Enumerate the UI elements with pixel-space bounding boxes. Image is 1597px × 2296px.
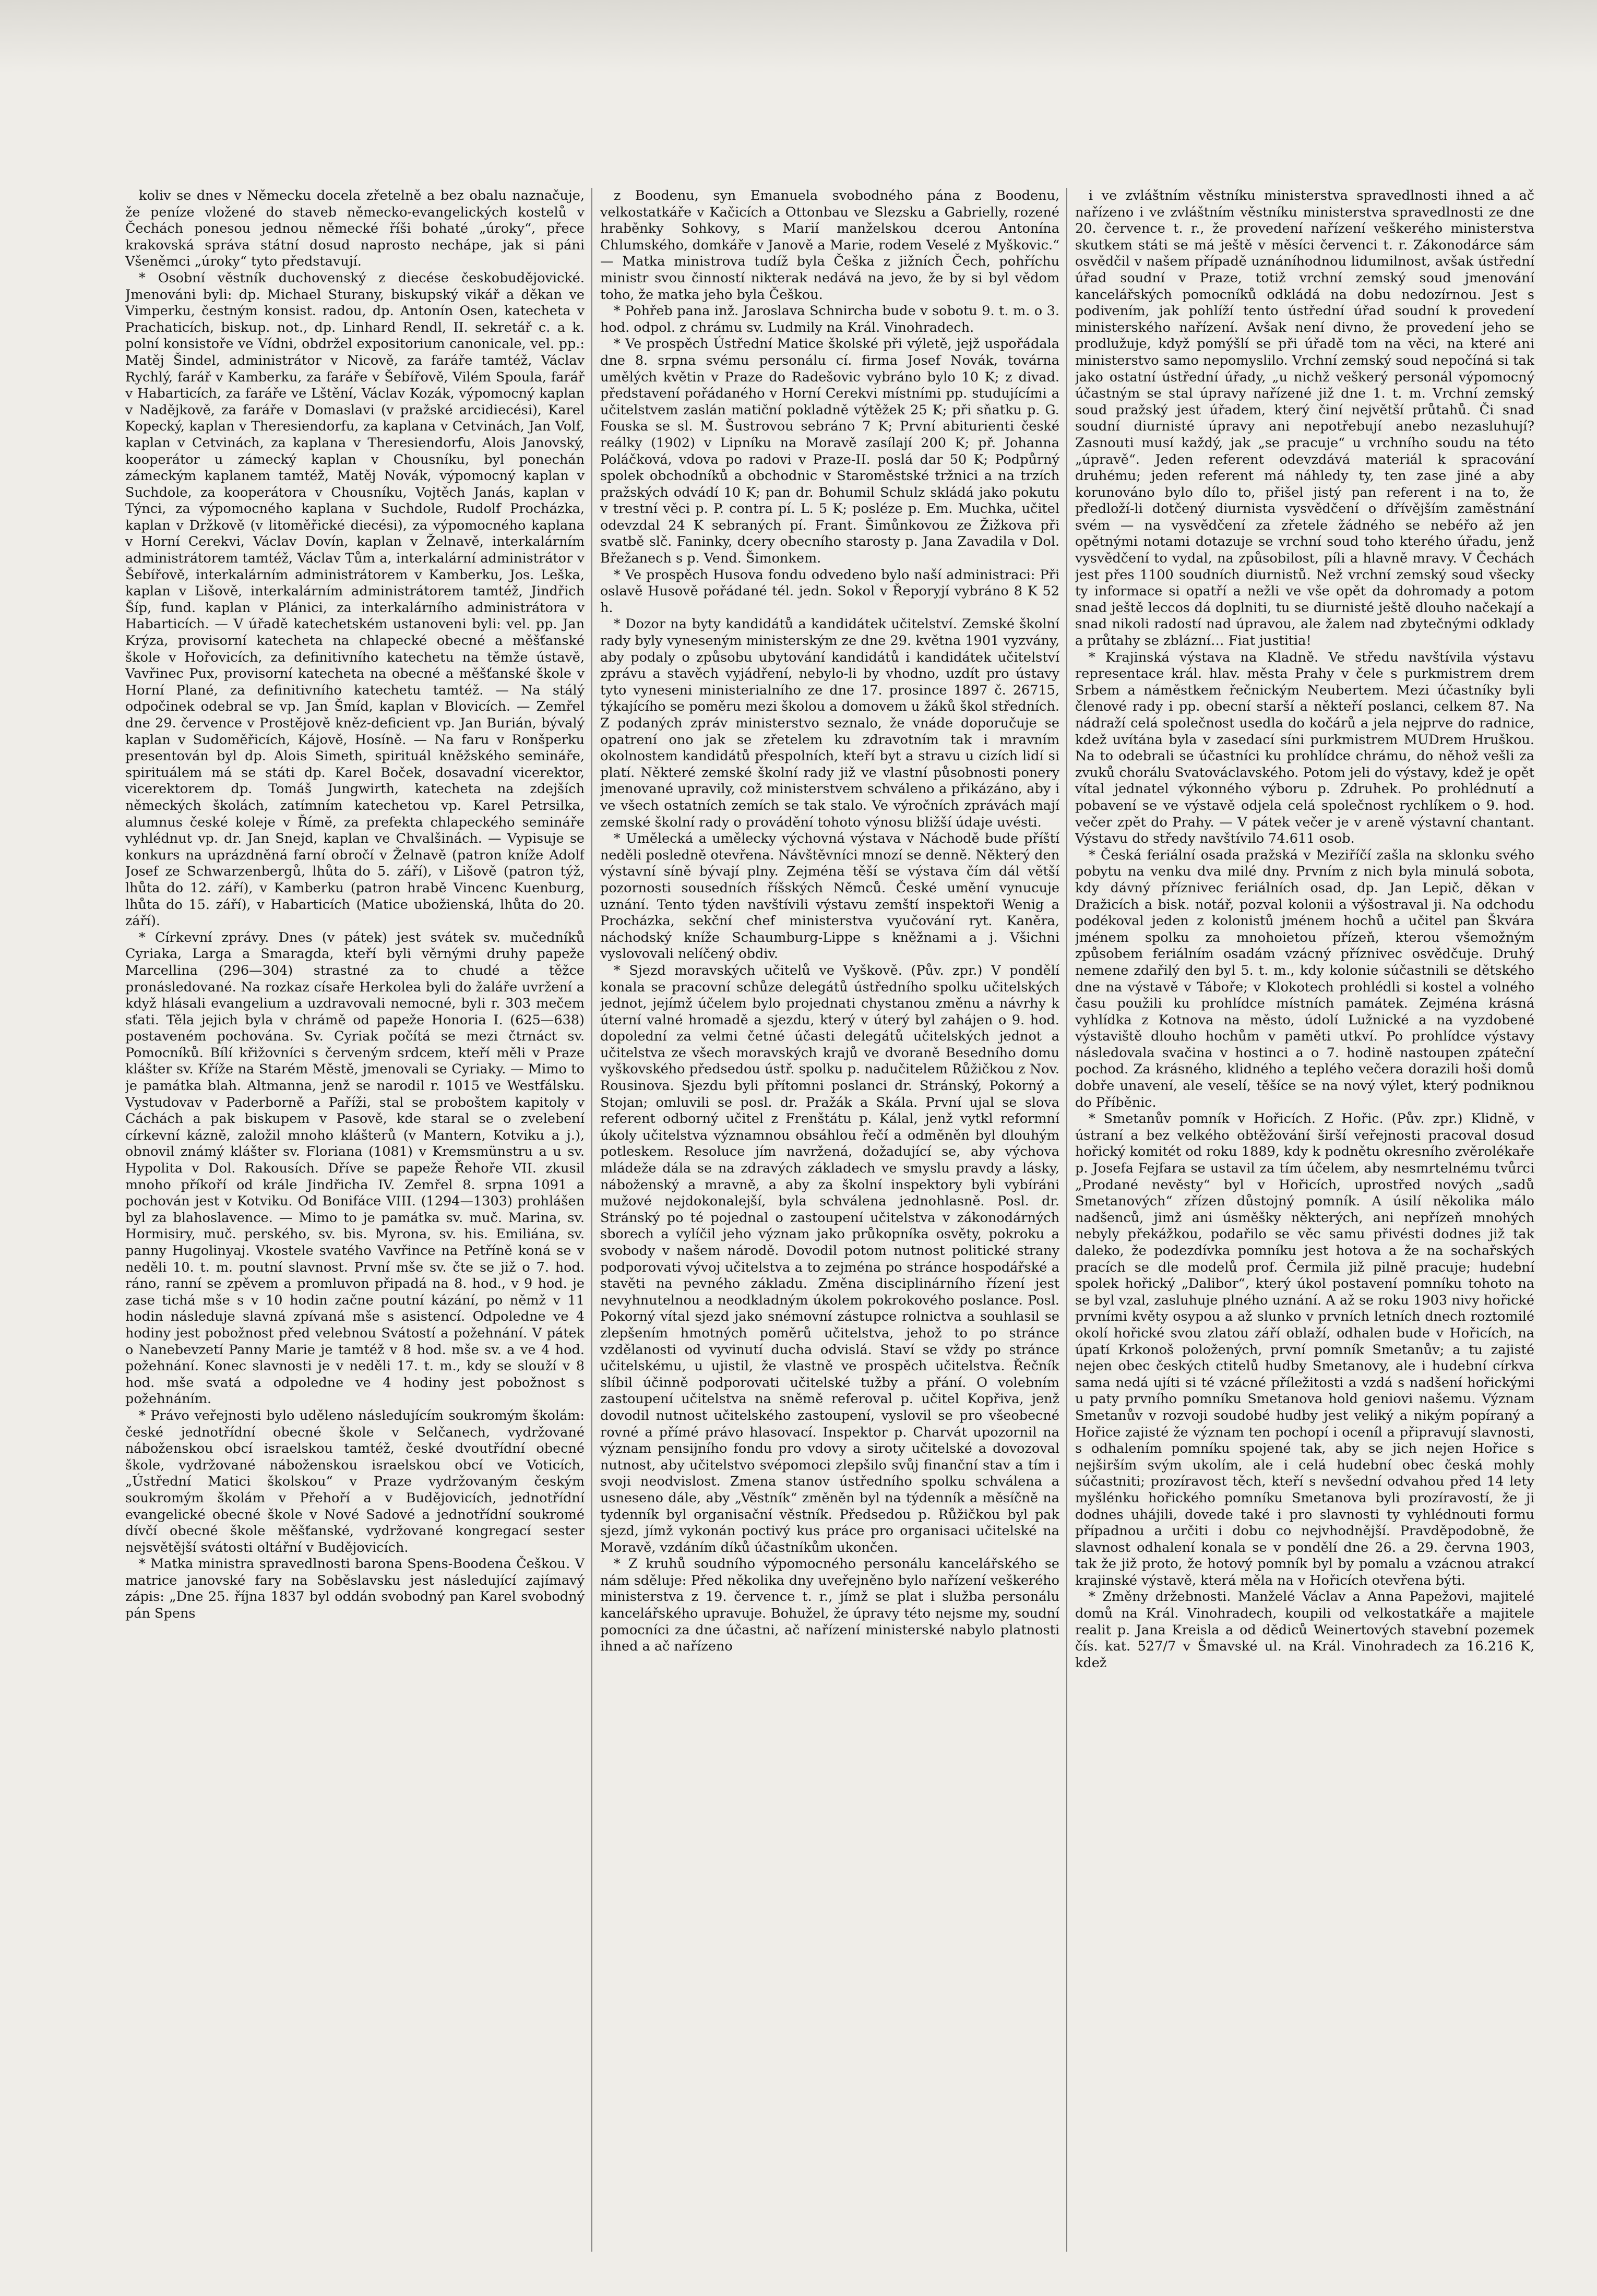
paragraph: * Z kruhů soudního výpomocného personálu kancelářského se nám sděluje: Před několika dny uveřejněno bylo nařízení veškerého ministerstva z 19. července t. r., jímž se plat i služba personálu kancelářského upravuje. Bohužel, že úpravy této nejsme my, soudní pomocníci za dne účastni, ač nařízení ministerské nabylo platnosti ihned a ač nařízeno: [600, 1556, 1059, 1655]
paragraph: * Matka ministra spravedlnosti barona Spens-Boodena Češkou. V matrice janovské fary na Soběslavsku jest následující zajímavý zápis: „Dne 25. října 1837 byl oddán svobodný pan Karel svobodný pán Spens: [125, 1556, 585, 1622]
paragraph: * Sjezd moravských učitelů ve Vyškově. (Pův. zpr.) V pondělí konala se pracovní schůze delegátů ústředního spolku učitelských jednot, jejímž účelem bylo projednati chystanou změnu a návrhy k úterní valné hromadě a sjezdu, který v úterý byl zahájen o 9. hod. dopolední za velmi četné účasti delegátů učitelských jednot a učitelstva ze všech moravských krajů ve dvoraně Besedního domu vyškovského předsedou ústř. spolku p. nadučitelem Růžičkou z Nov. Rousinova. Sjezdu byli přítomni poslanci dr. Stránský, Pokorný a Stojan; omluvili se posl. dr. Pražák a Skála. První ujal se slova referent odborný učitel z Frenštátu p. Kálal, jenž vytkl reformní úkoly učitelstva významnou obsáhlou řečí a odměněn byl dlouhým potleskem. Resoluce jím navržená, dožadující se, aby výchova mládeže dála se na zdravých základech ve smyslu pravdy a lásky, náboženský a mravně, a aby za školní inspektory byli vybíráni mužové nejdokonalejší, byla schválena jednohlasně. Posl. dr. Stránský po té pojednal o zastoupení učitelstva v zákonodárných sborech a vylíčil jeho význam jako průkopníka osvěty, pokroku a svobody v našem národě. Dovodil potom nutnost politické strany podporovati vývoj učitelstva a to zejména po stránce hospodářské a stavěti na pevného základu. Změna disciplinárního řízení jest nevyhnutelnou a neodkladným úkolem pokrokového poslance. Posl. Pokorný vítal sjezd jako snémovní zástupce rolnictva a souhlasil se zlepšením hmotných poměrů učitelstva, jehož to po stránce vzdělanosti od vyvinutí ducha odvislá. Staví se vždy po stránce učitelskému, u ujistil, že vlastně ve prospěch učitelstva. Řečník slíbil účinně podporovati učitelské tužby a přání. O volebním zastoupení učitelstva na sněmě referoval p. učitel Kopřiva, jenž dovodil nutnost učitelského zastoupení, vyslovil se pro všeobecné rovné a přímé právo hlasovací. Inspektor p. Charvát upozornil na význam pensijního fondu pro vdovy a siroty učitelské a dovozoval nutnost, aby učitelstvo svépomoci zlepšilo svůj finanční stav a tím i svoji neodvislost. Zmena stanov ústředního spolku schválena a usneseno dále, aby „Věstník“ změněn byl na týdenník a měsíčně na tydenník byl organisační věstník. Předsedou p. Růžičkou byl pak sjezd, jímž vykonán poctivý kus práce pro organisaci učitelské na Moravě, vzdáním díků účastníkům ukončen.: [600, 962, 1059, 1556]
paragraph: * Pohřeb pana inž. Jaroslava Schnircha bude v sobotu 9. t. m. o 3. hod. odpol. z chrámu sv. Ludmily na Král. Vinohradech.: [600, 303, 1059, 336]
paragraph: * Dozor na byty kandidátů a kandidátek učitelství. Zemské školní rady byly vyneseným ministerským ze dne 29. května 1901 vyzvány, aby podaly o způsobu ubytování kandidátů i kandidátek učitelství zprávu a stavěch vyjádření, nebylo-li by vhodno, uzdít pro ústavy tyto vyneseni ministerialního ze dne 17. prosince 1897 č. 26715, týkajícího se poměru mezi školou a domovem u žáků škol středních. Z podaných zpráv ministerstvo seznalo, že vnáde doporučuje se opatrení ono jak se zřetelem ku zdravotním tak i mravním okolnostem kandidátů přespolních, kteří byt a stravu u cizích lidí si platí. Některé zemské školní rady již ve vlastní působnosti ponery jmenované upravily, což ministerstvem schváleno a přikázáno, aby i ve všech ostatních zemích se tak stalo. Ve výročních zprávách mají zemské školní rady o provádění tohoto výnosu bližší údaje uvésti.: [600, 616, 1059, 830]
paragraph: * Církevní zprávy. Dnes (v pátek) jest svátek sv. mučedníků Cyriaka, Larga a Smaragda, kteří byli věrnými druhy papeže Marcellina (296—304) strastné za to chudé a těžce pronásledované. Na rozkaz císaře Herkolea byli do žaláře uvržení a když hlásali evangelium a uzdravovali nemocné, byli r. 303 mečem sťati. Těla jejich byla v chrámě od papeže Honoria I. (625—638) postaveném pochována. Sv. Cyriak počítá se mezi čtrnáct sv. Pomocníků. Bílí křižovníci s červeným srdcem, kteří měli v Praze klášter sv. Kříže na Starém Městě, jmenovali se Cyriaky. — Mimo to je památka blah. Altmanna, jenž se narodil r. 1015 ve Westfálsku. Vystudovav v Paderborně a Paříži, stal se proboštem kapitoly v Cáchách a pak biskupem v Pasově, kde staral se o zvelebení církevní kázně, založil mnoho klášterů (v Mantern, Kotviku a j.), obnovil známý klášter sv. Floriana (1081) v Kremsmünstru a u sv. Hypolita v Dol. Rakousích. Dříve se papeže Řehoře VII. zkusil mnoho příkoří od krále Jindřicha IV. Zemřel 8. srpna 1091 a pochován jest v Kotviku. Od Bonifáce VIII. (1294—1303) prohlášen byl za blahoslavence. — Mimo to je památka sv. muč. Marina, sv. Hormisiry, muč. perského, sv. bis. Myrona, sv. his. Emiliána, sv. panny Hugolinyaj. Vkostele svatého Vavřince na Petříně koná se v neděli 10. t. m. poutní slavnost. První mše sv. čte se již o 7. hod. ráno, ranní se zpěvem a promluvon připadá na 8. hod., v 9 hod. je zase tichá mše s v 10 hodin začne poutní kázání, po němž v 11 hodin následuje slavná zpívaná mše s asistencí. Odpoledne ve 4 hodiny jest pobožnost před velebnou Svátostí a požehnání. V pátek o Nanebevzetí Panny Marie je tamtéž v 8 hod. mše sv. a ve 4 hod. požehnání. Konec slavnosti je v neděli 17. t. m., kdy se slouží v 8 hod. mše svatá a odpoledne ve 4 hodiny jest pobožnost s požehnáním.: [125, 929, 585, 1407]
paragraph: * Změny držebnosti. Manželé Václav a Anna Papežovi, majitelé domů na Král. Vinohradech, koupili od velkostatkáře a majitele realit p. Jana Kreisla a od dědiců Weinertových stavební pozemek čís. kat. 527/7 v Šmavské ul. na Král. Vinohradech za 16.216 K, kdež: [1075, 1589, 1534, 1671]
paragraph: * Právo veřejnosti bylo uděleno následujícím soukromým školám: české jednotřídní obecné škole v Selčanech, vydržované náboženskou obcí israelskou tamtéž, české dvoutřídní obecné škole, vydržované náboženskou israelskou obcí ve Voticích, „Ústřední Matici školskou“ v Praze vydržovaným českým soukromým školám v Přehoří a v Budějovicích, jednotřídní evangelické obecné škole v Nové Sadové a jednotřídní soukromé dívčí obecné škole měšťanské, vydržované kongregací sester nejsvětější svátosti oltářní v Budějovicích.: [125, 1407, 585, 1556]
paragraph: * Umělecká a umělecky výchovná výstava v Náchodě bude příští neděli posledně otevřena. Návštěvníci mnozí se denně. Některý den výstavní síně bývají plny. Zejména těší se výstava čím dál větší pozornosti sousedních říšských Němců. České umění vynucuje uznání. Tento týden navštívili výstavu zemští inspektoři Wenig a Procházka, sekční chef ministerstva vyučování ryt. Kaněra, náchodský kníže Schaumburg-Lippe s kněžnami a j. Všichni vyslovovali nelíčený obdiv.: [600, 831, 1059, 962]
paragraph: * Smetanův pomník v Hořicích. Z Hořic. (Pův. zpr.) Klidně, v ústraní a bez velkého obtěžování širší veřejnosti pracoval dosud hořický komitét od roku 1889, kdy k podnětu okresního zvěrolékaře p. Josefa Fejfara se ustavil za tím účelem, aby nesmrtelnému tvůrci „Prodané nevěsty“ byl v Hořicích, uprostřed nových „sadů Smetanových“ zřízen důstojný pomník. A úsilí několika málo nadšenců, jimž ani úsměšky některých, ani nepřízeň mnohých nebyly překážkou, podařilo se věc samu přivésti dodnes již tak daleko, že podezdívka pomníku jest hotova a že na sochařských pracích se dle modelů prof. Čermila již pilně pracuje; hudební spolek hořický „Dalibor“, který úkol postavení pomníku tohoto na se byl vzal, zasluhuje plného uznání. A až se roku 1903 nivy hořické prvními květy osypou a až slunko v prvních letních dnech roztomilé okolí hořické svou zlatou září oblaží, odhalen bude v Hořicích, na úpatí Krkonoš položených, první pomník Smetanův; a tu zajisté nejen obec českých ctitelů hudby Smetanovy, ale i hudební církva sama nedá ujíti si té vzácné příležitosti a vzdá s nadšení hořickými u paty prvního pomníku Smetanova hold geniovi našemu. Význam Smetanův v rozvoji soudobé hudby jest veliký a nikým popíraný a Hořice zajisté že význam ten pochopí i oceníl a připravují slavnosti, s odhalením pomníku spojené tak, aby se jich nejen Hořice s nejširším svým ukolím, ale i celá hudební obec česká mohly súčastniti; prozíravost těch, kteří s nevšední odvahou před 14 lety myšlénku hořického pomníku Smetanova byli prozíravostí, že ji dodnes uhájili, dovede také i pro slavnosti ty vyhlédnouti formu případnou a určiti i dobu co nejvhodnější. Pravděpodobně, že slavnost odhalení konala se v pondělí dne 26. a 29. června 1903, tak že již proto, že hotový pomník byl by pomalu a vzácnou atrakcí krajinské výstavě, která měla na v Hořicích otevřena býti.: [1075, 1111, 1534, 1588]
paragraph: * Ve prospěch Husova fondu odvedeno bylo naší administraci: Při oslavě Husově pořádané tél. jedn. Sokol v Řeporyjí vybráno 8 K 52 h.: [600, 567, 1059, 616]
paragraph: z Boodenu, syn Emanuela svobodného pána z Boodenu, velkostatkáře v Kačicích a Ottonbau ve Slezsku a Gabrielly, rozené hraběnky Sohkovy, s Marií manželskou dcerou Antonína Chlumského, domkáře v Janově a Marie, rodem Veselé z Myškovic.“ — Matka ministrova tudíž byla Češka z jižních Čech, pohříchu ministr svou činností nikterak nedává na jevo, že by si byl vědom toho, že matka jeho byla Češkou.: [600, 188, 1059, 303]
paragraph: * Ve prospěch Ústřední Matice školské při výletě, jejž uspořádala dne 8. srpna svému personálu cí. firma Josef Novák, továrna umělých květin v Praze do Radešovic vybráno bylo 10 K; z divad. představení pořádaného v Horní Cerekvi místními pp. studujícími a učitelstvem zaslán matiční pokladně výtěžek 25 K; při sňatku p. G. Fouska se sl. M. Šustrovou sebráno 7 K; První abiturienti české reálky (1902) v Lipníku na Moravě zasílají 200 K; př. Johanna Poláčková, vdova po radovi v Praze-II. poslá dar 50 K; Podpůrný spolek obchodníků a obchodnic v Staroměstské tržnici a na trzích pražských odvádí 10 K; pan dr. Bohumil Schulz skládá jako pokutu v trestní věci p. P. contra pí. L. 5 K; posléze p. Em. Muchka, učitel odevzdal 24 K sebraných pí. Frant. Šimůnkovou ze Žižkova při svatbě slč. Faninky, dcery obecního starosty p. Jana Zavadila v Dol. Břežanech s p. Vend. Šimonkem.: [600, 336, 1059, 567]
text-column-3: [1075, 188, 1534, 2254]
column-rule: [591, 188, 592, 2252]
paragraph: * Česká feriální osada pražská v Meziříčí zašla na sklonku svého pobytu na venku dva milé dny. Prvním z nich byla minulá sobota, kdy dávný příznivec feriálních osad, dp. Jan Lepič, děkan v Dražicích a bisk. notář, pozval kolonii a výšostraval ji. Na odchodu podékoval jeden z kolonistů jménem hochů a učitel pan Škvára jménem spolku za mnohoietou přízeň, kterou všemožným způsobem feriálním osadám vzácný příznivec osvědčuje. Druhý nemene zdařilý den byl 5. t. m., kdy kolonie súčastnili se dětského dne na výstavě v Táboře; v Klokotech prohlédli si kostel a volného času použili ku prohlídce místních památek. Zejména krásná vyhlídka z Kotnova na město, údolí Lužnické a na vyzdobené výstaviště dlouho hochům v paměti utkví. Po prohlídce výstavy následovala svačina v hostinci a o 7. hodině nastoupen zpáteční pochod. Za krásného, klidného a teplého večera dorazili hoši domů dobře unavení, ale veselí, těšíce se na nový výlet, který podniknou do Příběnic.: [1075, 847, 1534, 1110]
page-top-margin: [0, 0, 1597, 73]
paragraph: * Krajinská výstava na Kladně. Ve středu navštívila výstavu representace král. hlav. města Prahy v čele s purkmistrem drem Srbem a náměstkem řečnickým Neubertem. Mezi účastníky byli členové rady i pp. obecní starší a někteří poslanci, celkem 87. Na nádraží celá společnost usedla do kočárů a jela nejprve do radnice, kdež uvítána byla v zasedací síni purkmistrem MUDrem Hruškou. Na to odebrali se účastníci ku prohlídce chrámu, do něhož vešli za zvuků chorálu Svatováclavského. Potom jeli do výstavy, kdež je opět vítal jednatel výkonného výboru p. Zdruhek. Po prohlédnutí a pobavení se ve výstavě odjela celá společnost rychlíkem o 9. hod. večer zpět do Prahy. — V pátek večer je v areně výstavní chantant. Výstavu do středy navštívilo 74.611 osob.: [1075, 649, 1534, 847]
text-column-2: [600, 188, 1059, 2254]
text-column-1: [125, 188, 585, 2254]
paragraph: * Osobní věstník duchovenský z diecése českobudějovické. Jmenováni byli: dp. Michael Sturany, biskupský vikář a děkan ve Vimperku, čestným konsist. radou, dp. Antonín Osen, katecheta v Prachaticích, biskup. not., dp. Linhard Rendl, II. sekretář c. a k. polní konsistoře ve Vídni, obdržel expositorium canonicale, vel. pp.: Matěj Šindel, administrátor v Nicově, za faráře tamtéž, Václav Rychlý, farář v Kamberku, za faráře v Šebířově, Vilém Spoula, farář v Habarticích, za faráře ve Lštění, Václav Kozák, výpomocný kaplan v Nadějkově, za faráře v Domaslavi (v pražské arcidiecési), Karel Kopecký, kaplan v Theresiendorfu, za kaplana v Cetvinách, Jan Volf, kaplan v Cetvinách, za kaplana v Theresiendorfu, Alois Janovský, kooperátor u zámecký kaplan v Chousníku, byl ponechán zámeckým kaplanem tamtéž, Matěj Novák, výpomocný kaplan v Suchdole, za kooperátora v Chousníku, Vojtěch Janás, kaplan v Týnci, za výpomocného kaplana v Suchdole, Rudolf Procházka, kaplan v Držkově (v litoměřické diecési), za výpomocného kaplana v Horní Cerekvi, Václav Dovín, kaplan v Želnavě, interkalárním administrátorem tamtéž, Václav Tům a, interkalární administrátor v Šebířově, interkalárním administrátorem v Kamberku, Jos. Leška, kaplan v Lišově, interkalárním administrátorem tamtéž, Jindřich Šíp, fund. kaplan v Plánici, za interkalárního administrátora v Habarticích. — V úřadě katechetském ustanoveni byli: vel. pp. Jan Krýza, provisorní katecheta na chlapecké obecné a měšťanské škole v Hořovicích, za definitivního katechetu na těmže ústavě, Vavřinec Pux, provisorní katecheta na obecné a měšťanské škole v Horní Plané, za definitivního katechetu tamtéž. — Na stálý odpočinek odebral se vp. Jan Šmíd, kaplan v Blovicích. — Zemřel dne 29. července v Prostějově kněz-deficient vp. Jan Burián, bývalý kaplan v Sudoměřicích, Kájově, Hosíně. — Na faru v Ronšperku presentován byl dp. Alois Simeth, spirituál kněžského semináře, spirituálem má se státi dp. Karel Boček, dosavadní vicerektor, vicerektorem dp. Tomáš Jungwirth, katecheta na zdejších německých školách, zatímním katechetou vp. Karel Petrsilka, alumnus české koleje v Římě, za prefekta chlapeckého semináře vyhlédnut vp. dr. Jan Snejd, kaplan ve Chvalšinách. — Vypisuje se konkurs na uprázdněná farní obročí v Želnavě (patron kníže Adolf Josef ze Schwarzenbergů, lhůta do 5. září), v Lišově (patron týž, lhůta do 12. září), v Kamberku (patron hrabě Vincenc Kuenburg, lhůta do 15. září), v Habarticích (Matice ubožienská, lhůta do 20. září).: [125, 270, 585, 929]
paragraph: i ve zvláštním věstníku ministerstva spravedlnosti ihned a ač nařízeno i ve zvláštním věstníku ministerstva spravedlnosti ze dne 20. července t. r., že provedení nařízení veškerého ministerstva skutkem státi se má ještě v měsíci červenci t. r. Zákonodárce sám osvědčil v našem případě uznáníhodnou lidumilnost, avšak ústřední úřad soudní v Praze, totiž vrchní zemský soud jmenování kancelářských pomocníků odkládá na dobu nedozírnou. Jest s podivením, jak pohlíží tento ústřední úřad soudní k provedení ministerského nařízení. Avšak není divno, že provedení jeho se prodlužuje, když pomýšlí se při úřadě tom na věci, na které ani ministerstvo samo nepomyslilo. Vrchní zemský soud nepočíná si tak jako ostatní ústřední úřady, „u nichž veškerý personál výpomocný účastným se stal úpravy nařízené již dne 1. t. m. Vrchní zemský soud pražský jest úřadem, který činí největší průtahů. Či snad soudní diurnisté úpravy ani nepotřebují anebo nezasluhují? Zasnouti musí každý, jak „se pracuje“ u vrchního soudu na této „úpravě“. Jeden referent odevzdává materiál k spracování druhému; jeden referent má náhledy ty, ten zase jiné a aby korunováno bylo dílo to, přišel jistý pan referent i na to, že předloží-li dotčený diurnista vysvědčení o dřívějším zaměstnání svém — na vysvědčení za zřetele žádného se nebéřo až jen opětnými notami dotazuje se vrchní soud toho kterého úřadu, jenž vysvědčení to vydal, na způsobilost, píli a hlavně mravy. V Čechách jest přes 1100 soudních diurnistů. Než vrchní zemský soud všecky ty informace si opatří a nežli ve vše opět da dohromady a potom snad ještě leccos dá doplniti, tu se diurnisté ještě dlouho načekají a snad nikoli radostí nad úpravou, ale žalem nad zbytečnými odklady a průtahy se zblázní… Fiat justitia!: [1075, 188, 1534, 649]
column-rule: [1066, 188, 1067, 2252]
paragraph: koliv se dnes v Německu docela zřetelně a bez obalu naznačuje, že peníze vložené do staveb německo-evangelických kostelů v Čechách ponesou jednou německé říši bohaté „úroky“, přece krakovská správa státní dosud naprosto nechápe, jak si páni Všeněmci „úroky“ tyto představují.: [125, 188, 585, 270]
